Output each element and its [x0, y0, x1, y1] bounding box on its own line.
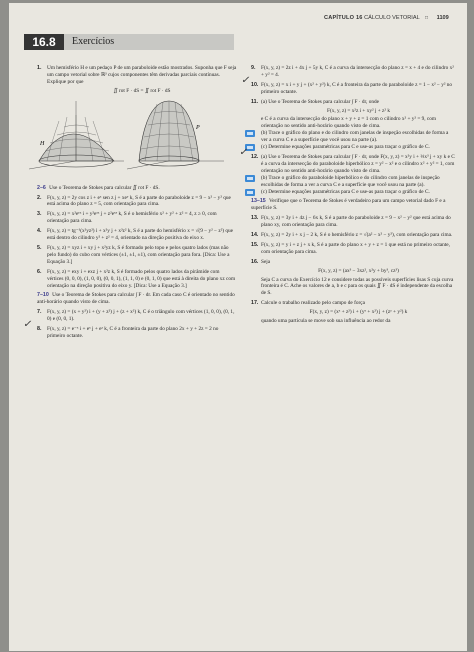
exercise-12b: (b) Trace o gráfico do paraboloide hiperbólico e do cilindro com janelas de inspeção escolhidas de forma a ver a curva C e a superfície que você usou na parte (a). [261, 174, 440, 188]
range-label: 7–10 [37, 292, 49, 299]
exercise-17-intro: Calcule o trabalho realizado pelo campo de força [261, 300, 365, 307]
hemisphere-drawing [29, 101, 124, 169]
exercise-11b: (b) Trace o gráfico do plano e do cilindro com janelas de inspeção escolhidas de forma a ver a curva C e a superfície que você usou na parte (a). [261, 130, 449, 144]
exercise-1: 1. Um hemisfério H e um pedaço P de um paraboloide estão mostrados. Suponha que F seja um campo vetorial sobre ℝ³ cujos componentes têm derivadas parciais contínuas. Explique por que ∬ rot F · dS = ∬ rot F · dS [37, 65, 237, 94]
exercise-16-intro: Seja [261, 258, 271, 265]
range-text: Use o Teorema de Stokes para calcular ∬ rot F · dS. [49, 184, 160, 191]
exercise-12: 12. ✓ (a) Use o Teorema de Stokes para calcular ∫ F · dr, onde F(x, y, z) = x²y i + ⅓x³ j + xy k e C é a curva da intersecção do paraboloide hiperbólico z = y² − x² e o cilindro x² + y² = 1, com orientação no sentido anti-horário quando visto de cima. (b) Trace o gráfico do paraboloide hiperbólico e do cilindro com janelas de inspeção escolhidas de forma a ver a curva C e a superfície que você usou na parte (a). (c) Determine equações paramétricas para C e use-as para traçar o gráfico de C. [239, 146, 455, 195]
range-text: Verifique que o Teorema de Stokes é verdadeiro para um campo vetorial dado F e a superfície S. [251, 198, 446, 212]
right-column [239, 65, 456, 328]
range-text: Use o Teorema de Stokes para calcular ∫ F · dr. Em cada caso C é orientado no sentido anti-horário quando visto de cima. [37, 292, 235, 306]
exercise-text: F(x, y, z) = 2y cos z i + eˣ sen z j + xeʸ k, S é a parte do paraboloide z = 9 − x² − y² que está acima do plano z = 5, com orientação para cima. [47, 194, 231, 208]
exercise-16-text: Seja C a curva do Exercício 12 e considere todas as possíveis superfícies lisas S cuja curva fronteira é C. Ache os valores de a, b e c para os quais ∬ F · dS é independente da escolha de S. [261, 276, 454, 297]
exercise-5: 5. F(x, y, z) = xyz i + xy j + x²yz k, S é formado pelo topo e pelos quatro lados (mas não pelo fundo) do cubo com vértices (±1, ±1, ±1), com orientação para fora. [Dica: Use a Equação 3.] [37, 244, 230, 265]
exercise-10: 10. F(x, y, z) = x i + y j + (x² + y²) k, C é a fronteira da parte do paraboloide z = 1 − x² − y² no primeiro octante. ✓ [241, 74, 453, 95]
exercise-formula: F(x, y, z) = (xˣ + z²) i + (yʸ + x²) j + (zᶻ + y²) k [309, 309, 408, 316]
exercise-11a-cont: e C é a curva da intersecção do plano x + y + z = 1 com o cilindro x² + y² = 9, com orientação no sentido anti-horário quando visto de cima. [261, 116, 437, 130]
surfaces-illustration [29, 99, 229, 181]
handwritten-check-icon: ✓ [241, 74, 250, 86]
graphing-tool-icon [245, 189, 255, 196]
exercise-7: 7. F(x, y, z) = (x + y²) i + (y + z²) j + (z + x²) k, C é o triângulo com vértices (1, 0, 0), (0, 1, 0) e (0, 0, 1). [37, 309, 235, 323]
label-P: P [196, 124, 200, 131]
exercise-text: F(x, y, z) = xyz i + xy j + x²yz k, S é formado pelo topo e pelos quatro lados (mas não pelo fundo) do cubo com vértices (±1, ±1, ±1), com orientação para fora. [Dica: Use a Equação 3.] [47, 244, 230, 265]
range-label: 2–6 [37, 184, 46, 191]
exercise-formula: ∬ rot F · dS = ∬ rot F · dS [113, 87, 171, 94]
exercise-text: F(x, y, z) = tg⁻¹(x²yz²) i + x²y j + x²z² k, S é a parte do hemisfério x = √(9 − y² − z²) que está dentro do cilindro y² + z² = 4, orientado na direção positiva do eixo x. [47, 228, 234, 242]
exercise-3: 3. F(x, y, z) = x²eʸᶻ i + y²eˣᶻ j + z²eˣʸ k, S é o hemisfério x² + y² + z² = 4, z ≥ 0, com orientação para cima. [37, 211, 217, 225]
exercise-text: F(x, y, z) = y i + z j + x k, S é a parte do plano x + y + z = 1 que está no primeiro octante, com orientação para cima. [261, 241, 450, 255]
chapter-title: CÁLCULO VETORIAL [364, 15, 420, 21]
exercise-text: F(x, y, z) = x i + y j + (x² + y²) k, C é a fronteira da parte do paraboloide z = 1 − x² − y² no primeiro octante. [261, 81, 453, 95]
exercise-4: 4. F(x, y, z) = tg⁻¹(x²yz²) i + x²y j + x²z² k, S é a parte do hemisfério x = √(9 − y² − z²) que está dentro do cilindro y² + z² = 4, orientado na direção positiva do eixo x. [37, 228, 234, 242]
graphing-tool-icon [245, 130, 255, 137]
exercise-14: 14. F(x, y, z) = 2y i + x j − 2 k, S é o hemisfério z = √(a² − x² − y²), com orientação para cima. [251, 232, 453, 239]
exercise-11a: (a) Use o Teorema de Stokes para calcular ∫ F · dr, onde [261, 98, 379, 105]
range-label: 13–15 [251, 198, 266, 205]
exercise-text: F(x, y, z) = 2y i + x j − 2 k, S é o hemisfério z = √(a² − x² − y²), com orientação para cima. [261, 232, 453, 239]
exercise-text: F(x, y, z) = x²eʸᶻ i + y²eˣᶻ j + z²eˣʸ k, S é o hemisfério x² + y² + z² = 4, z ≥ 0, com orientação para cima. [47, 211, 217, 225]
running-header [324, 15, 449, 21]
exercise-text: F(x, y, z) = 2z i + 4x j + 5y k, C é a curva da intersecção do plano z = x + 4 e do cilindro x² + y² = 4. [261, 65, 454, 78]
exercise-formula: F(x, y, z) = (ax³ − 3xz², x²y + by³, cz³) [318, 267, 399, 274]
exercise-16: 16. Seja F(x, y, z) = (ax³ − 3xz², x²y + by³, cz³) Seja C a curva do Exercício 12 e considere todas as possíveis superfícies lisas S cuja curva fronteira é C. Ache os valores de a, b e c para os quais ∬ F · dS é independente da escolha de S. [251, 259, 456, 298]
range-2-6 [37, 185, 237, 192]
handwritten-check-icon: ✓ [23, 319, 32, 331]
range-13-15 [251, 198, 456, 212]
exercise-text: Um hemisfério H e um pedaço P de um paraboloide estão mostrados. Suponha que F seja um campo vetorial sobre ℝ³ cujos componentes têm derivadas parciais contínuas. Explique por que [47, 65, 237, 85]
exercise-text: F(x, y, z) = e⁻ˣ i + eˣ j + eᶻ k, C é a fronteira da parte do plano 2x + y + 2z = 2 no primeiro octante. [47, 326, 219, 339]
section-banner [24, 34, 234, 50]
handwritten-check-icon: ✓ [239, 146, 248, 158]
exercise-11: 11. (a) Use o Teorema de Stokes para calcular ∫ F · dr, onde F(x, y, z) = x²z i + xy² j + z² k e C é a curva da intersecção do plano x + y + z = 1 com o cilindro x² + y² = 9, com orientação no sentido anti-horário quando visto de cima. (b) Trace o gráfico do plano e do cilindro com janelas de inspeção escolhidas de forma a ver a curva C e a superfície que você usou na parte (a). (c) Determine equações paramétricas para C e use-as para traçar o gráfico de C. [251, 99, 456, 151]
label-H: H [40, 140, 45, 147]
header-bullet-icon: □ [425, 15, 429, 21]
hemisphere-paraboloid-figure [29, 99, 237, 181]
exercise-8: 8. F(x, y, z) = e⁻ˣ i + eˣ j + eᶻ k, C é a fronteira da parte do plano 2x + y + 2z = 2 no primeiro octante. ✓ [23, 319, 219, 339]
exercise-15: 15. F(x, y, z) = y i + z j + x k, S é a parte do plano x + y + z = 1 que está no primeiro octante, com orientação para cima. [251, 241, 450, 255]
left-column [23, 65, 237, 343]
range-7-10 [37, 292, 237, 306]
exercise-17-text: quando uma partícula se move sob sua influência ao redor da [261, 318, 391, 325]
exercise-6: 6. F(x, y, z) = exy i + exz j + x²z k, S é formado pelos quatro lados da pirâmide com vértices (0, 0, 0), (1, 0, 0), (0, 0, 1), (1, 1, 0) e (0, 1, 0) que está à direita do plano xz com orientação na direção positiva do eixo y. [Dica: Use a Equação 3.] [37, 268, 236, 289]
exercise-11c: (c) Determine equações paramétricas para C e use-as para traçar o gráfico de C. [261, 144, 430, 151]
exercise-2: 2. F(x, y, z) = 2y cos z i + eˣ sen z j + xeʸ k, S é a parte do paraboloide z = 9 − x² − y² que está acima do plano z = 5, com orientação para cima. [37, 194, 231, 208]
page-number: 1109 [436, 15, 449, 21]
exercise-9: 9. F(x, y, z) = 2z i + 4x j + 5y k, C é a curva da intersecção do plano z = x + 4 e do cilindro x² + y² = 4. [251, 65, 454, 78]
exercise-17: 17. Calcule o trabalho realizado pelo campo de força F(x, y, z) = (xˣ + z²) i + (yʸ + x²) j + (zᶻ + y²) k quando uma partícula se move sob sua influência ao redor da [251, 300, 456, 325]
exercise-formula: F(x, y, z) = x²z i + xy² j + z² k [327, 107, 390, 114]
exercise-13: 13. F(x, y, z) = 3y i + 4z j − 6x k, S é a parte do paraboloide z = 9 − x² − y² que está acima do plano xy, com orientação para cima. [251, 215, 451, 229]
exercise-text: F(x, y, z) = 3y i + 4z j − 6x k, S é a parte do paraboloide z = 9 − x² − y² que está acima do plano xy, com orientação para cima. [261, 215, 451, 229]
chapter-number: CAPÍTULO 16 [324, 15, 363, 21]
exercise-12c: (c) Determine equações paramétricas para C e use-as para traçar o gráfico de C. [261, 188, 430, 195]
textbook-page [9, 3, 467, 651]
paraboloid-drawing [127, 101, 224, 169]
exercise-text: F(x, y, z) = exy i + exz j + x²z k, S é formado pelos quatro lados da pirâmide com vértices (0, 0, 0), (1, 0, 0), (0, 0, 1), (1, 1, 0) e (0, 1, 0) que está à direita do plano xz com orientação na direção positiva do eixo y. [Dica: Use a Equação 3.] [47, 268, 236, 289]
section-number: 16.8 [24, 34, 64, 50]
section-title: Exercícios [72, 36, 115, 47]
graphing-tool-icon [245, 175, 255, 182]
exercise-12a: (a) Use o Teorema de Stokes para calcular ∫ F · dr, onde F(x, y, z) = x²y i + ⅓x³ j + xy k e C é a curva da intersecção do paraboloide hiperbólico z = y² − x² e o cilindro x² + y² = 1, com orientação no sentido anti-horário quando visto de cima. [261, 153, 455, 174]
exercise-text: F(x, y, z) = (x + y²) i + (y + z²) j + (z + x²) k, C é o triângulo com vértices (1, 0, 0), (0, 1, 0) e (0, 0, 1). [47, 309, 235, 323]
